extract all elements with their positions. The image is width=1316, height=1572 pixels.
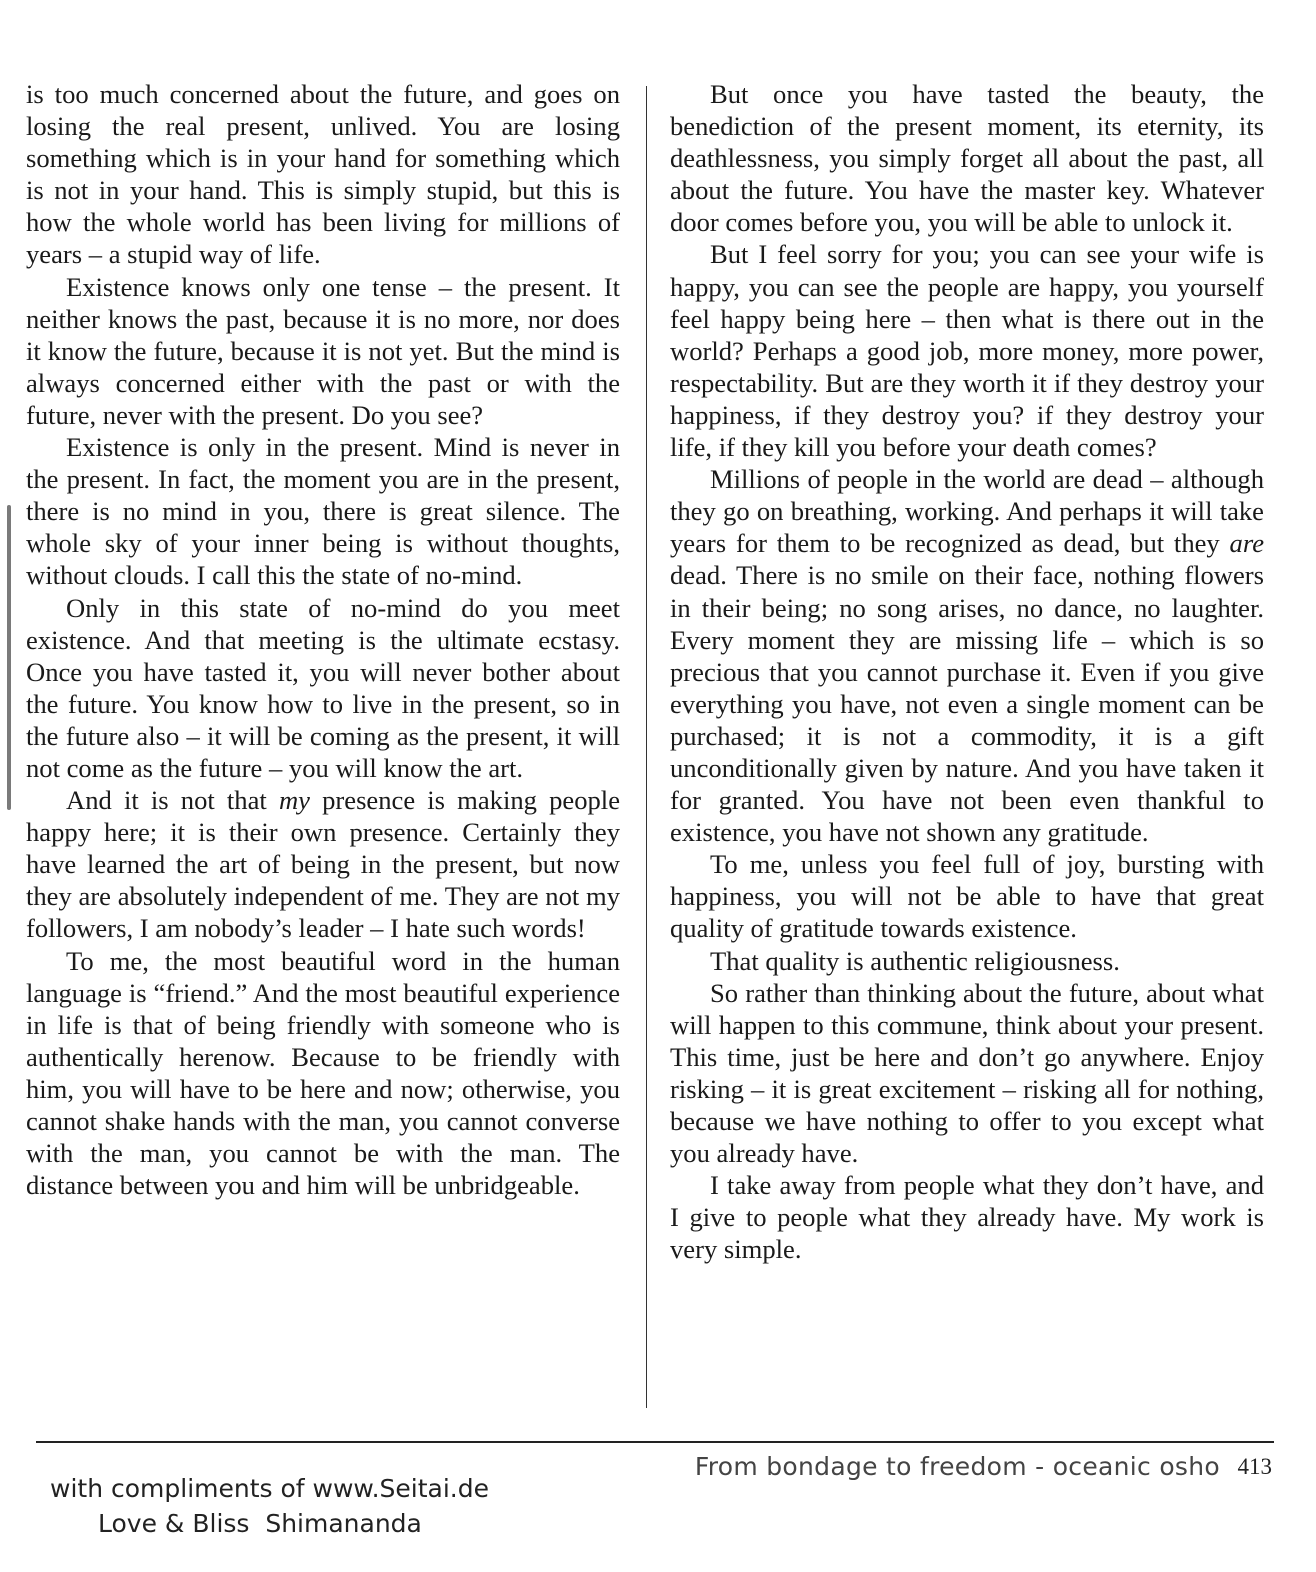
right-text-column [670, 78, 1264, 1265]
paragraph [670, 463, 1264, 848]
page-number: 413 [1237, 1454, 1272, 1479]
paragraph: Existence is only in the present. Mind is never in the present. In fact, the moment you are in the present, there is no mind in you, there is great silence. The whole sky of your inner being is without thoughts, without clouds. I call this the state of no-mind. [26, 432, 620, 591]
paragraph-text: And it is not that [66, 785, 279, 816]
credit-line: with compliments of www.Seitai.de [50, 1474, 489, 1503]
margin-highlight-mark [7, 505, 11, 810]
paragraph: Existence knows only one tense – the present. It neither knows the past, because it is no more, nor does it know the future, because it is not yet. But the mind is always concerned either with the past or with the future, never with the present. Do you see? [26, 271, 620, 430]
paragraph: To me, unless you feel full of joy, bursting with happiness, you will not be able to have that great quality of gratitude towards existence. [670, 849, 1264, 944]
paragraph: is too much concerned about the future, and goes on losing the real present, unlived. You are losing something which is in your hand for something which is not in your hand. This is simply stupid, but this is how the whole world has been living for millions of years – a stupid way of life. [26, 79, 620, 270]
paragraph-text: Millions of people in the world are dead – although they go on breathing, working. And perhaps it will take years for them to be recognized as dead, but they [670, 464, 1264, 559]
emphasized-word: are [1229, 528, 1264, 559]
column-divider [646, 86, 647, 1408]
paragraph: But once you have tasted the beauty, the benediction of the present moment, its eternity, its deathlessness, you simply forget all about the past, all about the future. You have the master key. Whatever door comes before you, you will be able to unlock it. [670, 79, 1264, 238]
paragraph-text: dead. There is no smile on their face, nothing flowers in their being; no song arises, no dance, no laughter. Every moment they are missing life – which is so precious that you cannot purchase it. Even if you give everything you have, not even a single moment can be purchased; it is not a commodity, it is a gift unconditionally given by nature. And you have taken it for granted. You have not been even thankful to existence, you have not shown any gratitude. [670, 560, 1264, 848]
paragraph: That quality is authentic religiousness. [710, 945, 1120, 976]
paragraph: To me, the most beautiful word in the human language is “friend.” And the most beautiful experience in life is that of being friendly with someone who is authentically herenow. Because to be friendly with him, you will have to be here and now; otherwise, you cannot shake hands with the man, you cannot converse with the man, you cannot be with the man. The distance between you and him will be unbridgeable. [26, 945, 620, 1201]
paragraph: Only in this state of no-mind do you meet existence. And that meeting is the ultimate ecstasy. Once you have tasted it, you will never bother about the future. You know how to live in the present, so in the future also – it will be coming as the present, it will not come as the future – you will know the art. [26, 592, 620, 783]
running-footer-title: From bondage to freedom - oceanic osho [694, 1452, 1220, 1481]
paragraph: So rather than thinking about the future, about what will happen to this commune, think about your present. This time, just be here and don’t go anywhere. Enjoy risking – it is great excitement – risking all for nothing, because we have nothing to offer to you except what you already have. [670, 977, 1264, 1169]
footer-rule [36, 1441, 1274, 1443]
left-text-column [26, 78, 620, 1201]
paragraph: I take away from people what they don’t have, and I give to people what they already have. My work is very simple. [670, 1170, 1264, 1265]
emphasized-word: my [278, 785, 310, 816]
credit-signature: Love & Bliss Shimananda [98, 1509, 422, 1538]
paragraph [26, 784, 620, 944]
paragraph-text: presence is making people happy here; it is their own presence. Certainly they have learned the art of being in the present, but now they are absolutely independent of me. They are not my followers, I am nobody’s leader – I hate such words! [26, 785, 620, 944]
paragraph: But I feel sorry for you; you can see your wife is happy, you can see the people are happy, you yourself feel happy being here – then what is there out in the world? Perhaps a good job, more money, more power, respectability. But are they worth it if they destroy your happiness, if they destroy you? if they destroy your life, if they kill you before your death comes? [670, 239, 1264, 463]
